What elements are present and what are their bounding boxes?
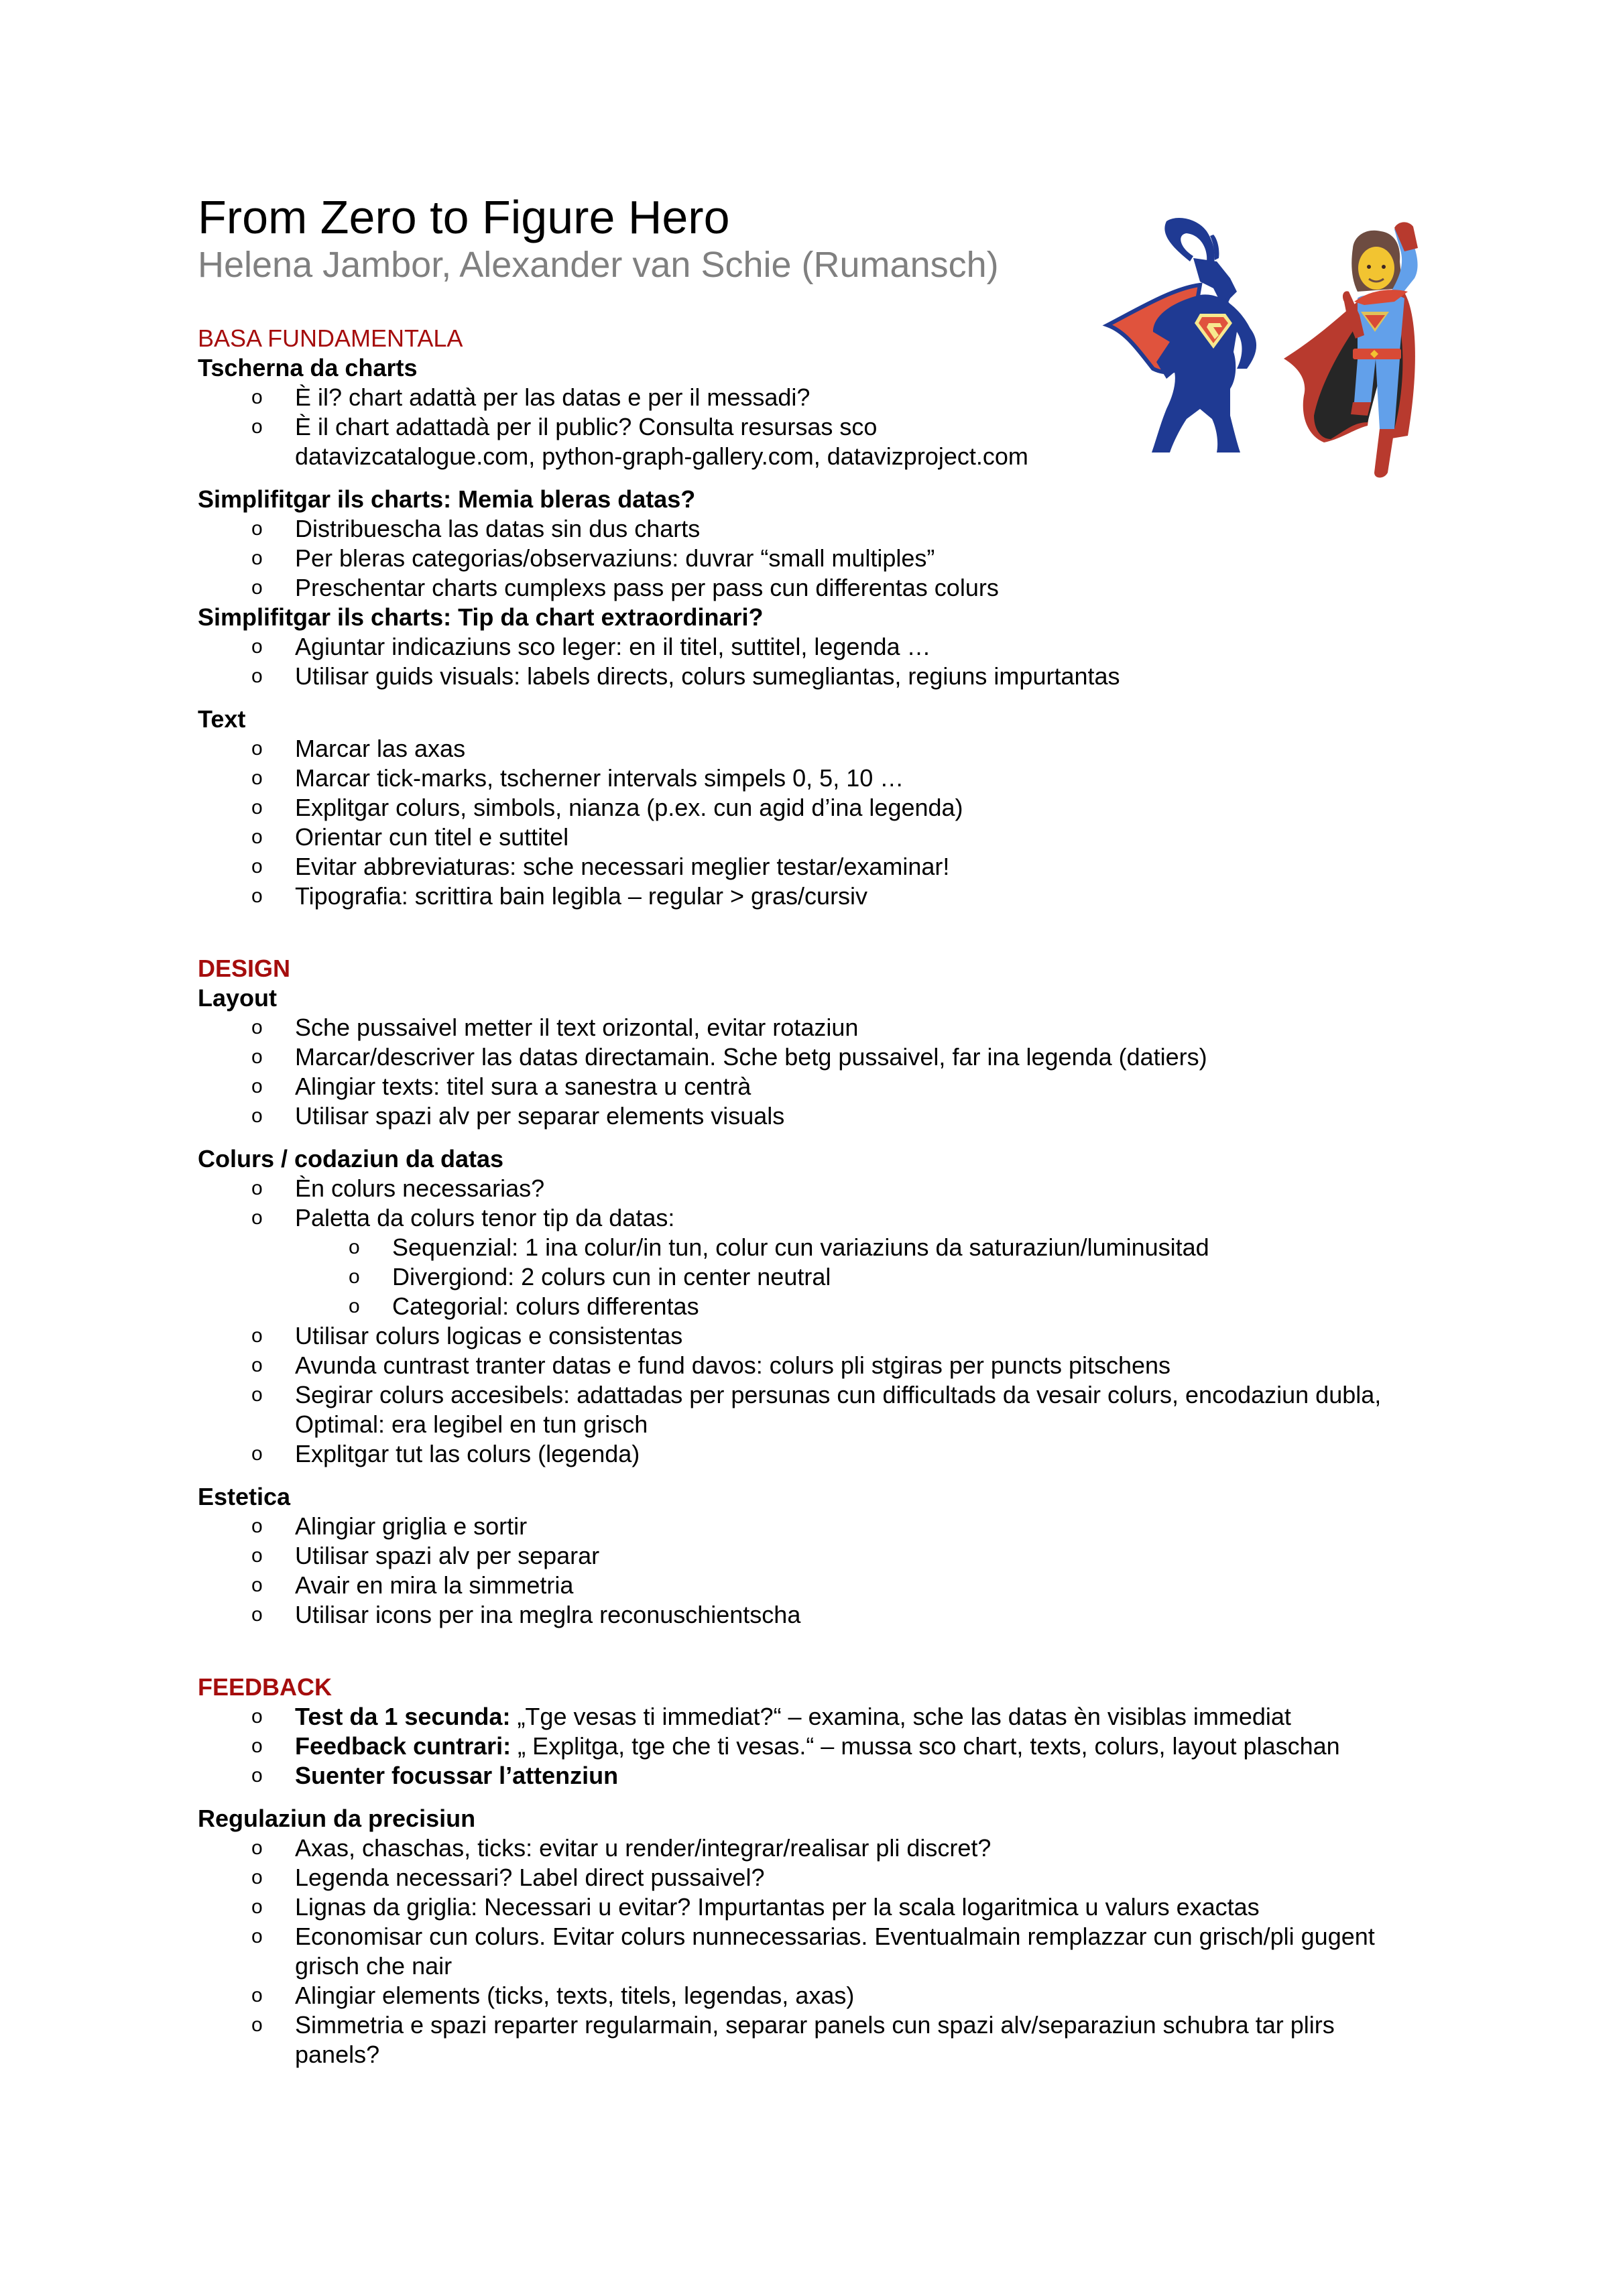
bullet-icon: o [349, 1236, 360, 1258]
bullet-icon: o [251, 2014, 263, 2036]
list-item: o È il? chart adattà per las datas e per il messadi? [251, 383, 810, 411]
subheading-tscherna: Tscherna da charts [198, 354, 418, 381]
list-colurs-continued [198, 1321, 1471, 1469]
bullet-icon: o [349, 1295, 360, 1317]
list-item: o Èn colurs necessarias? [251, 1174, 545, 1202]
bullet-icon: o [251, 1925, 263, 1947]
bullet-icon: o [251, 577, 263, 599]
bullet-icon: o [349, 1266, 360, 1288]
bullet-icon: o [251, 1866, 263, 1888]
list-item: o Marcar/descriver las datas directamain. Sche betg pussaivel, far ina legenda (datiers) [251, 1043, 1207, 1071]
list-item: o Marcar tick-marks, tscherner intervals simpels 0, 5, 10 … [251, 764, 904, 792]
bullet-icon: o [251, 547, 263, 569]
list-item: o Alingiar texts: titel sura a sanestra u centrà [251, 1073, 752, 1100]
list-item: o Sche pussaivel metter il text orizontal, evitar rotaziun [251, 1014, 859, 1041]
subheading-layout: Layout [198, 984, 278, 1012]
bullet-icon: o [251, 1177, 263, 1199]
list-memia-datas [198, 514, 1471, 603]
list-item: o Utilisar icons per ina meglra reconuschientscha [251, 1601, 801, 1628]
subheading-tip-chart: Simplifitgar ils charts: Tip da chart extraordinari? [198, 603, 764, 631]
bullet-icon: o [251, 885, 263, 907]
bullet-icon: o [251, 1384, 263, 1406]
bullet-icon: o [251, 665, 263, 687]
list-item: o Economisar cun colurs. Evitar colurs nunnecessarias. Eventualmain remplazzar cun grisch/pli gugent grisch che nair [251, 1923, 1375, 1980]
section-title-feedback: FEEDBACK [198, 1673, 333, 1701]
superhero-illustrations-svg [1099, 208, 1528, 503]
list-item: o Utilisar spazi alv per separar elements visuals [251, 1102, 785, 1130]
list-item: o Marcar las axas [251, 735, 466, 762]
list-item-nested: o Categorial: colurs differentas [349, 1292, 699, 1320]
subheading-estetica: Estetica [198, 1483, 291, 1510]
bullet-icon: o [251, 1075, 263, 1097]
bullet-icon: o [251, 855, 263, 878]
bullet-icon: o [251, 1604, 263, 1626]
list-layout [198, 1013, 1471, 1131]
bullet-icon: o [251, 1545, 263, 1567]
list-item: o Avair en mira la simmetria [251, 1571, 574, 1599]
subheading-colurs: Colurs / codaziun da datas [198, 1145, 504, 1172]
bullet-icon: o [251, 1574, 263, 1596]
list-item: o Utilisar spazi alv per separar [251, 1542, 600, 1569]
bullet-icon: o [251, 1705, 263, 1728]
list-item: o Per bleras categorias/observaziuns: duvrar “small multiples” [251, 544, 935, 572]
bullet-icon: o [251, 1735, 263, 1757]
list-colurs [198, 1174, 1471, 1233]
bullet-icon: o [251, 1896, 263, 1918]
bullet-icon: o [251, 737, 263, 760]
bullet-icon: o [251, 767, 263, 789]
subheading-memia-datas: Simplifitgar ils charts: Memia bleras datas? [198, 485, 696, 513]
bullet-icon: o [251, 518, 263, 540]
bullet-icon: o [251, 1443, 263, 1465]
woman-superhero-icon [1284, 222, 1418, 477]
bullet-icon: o [251, 1837, 263, 1859]
section-title-design: DESIGN [198, 955, 291, 982]
list-item: o Evitar abbreviaturas: sche necessari meglier testar/examinar! [251, 853, 950, 880]
list-item: o Utilisar guids visuals: labels directs, colurs sumegliantas, regiuns impurtantas [251, 662, 1120, 690]
list-item: o Suenter focussar l’attenziun [251, 1762, 619, 1789]
bullet-icon: o [251, 1207, 263, 1229]
list-precisiun [198, 1833, 1471, 2069]
bullet-icon: o [251, 1105, 263, 1127]
list-item: o Segirar colurs accesibels: adattadas per persunas cun difficultads da vesair colurs, encodaziun dubla, Optimal: era legibel en tun grisch [251, 1381, 1382, 1438]
list-item-nested: o Sequenzial: 1 ina colur/in tun, colur cun variaziuns da saturaziun/luminusitad [349, 1233, 1209, 1261]
bullet-icon: o [251, 1984, 263, 2006]
list-item: o Alingiar elements (ticks, texts, titels, legendas, axas) [251, 1982, 855, 2009]
document-title: From Zero to Figure Hero [198, 191, 730, 243]
list-text [198, 734, 1471, 911]
list-item: o Utilisar colurs logicas e consistentas [251, 1322, 683, 1349]
bullet-icon: o [251, 416, 263, 438]
list-item: o È il chart adattadà per il public? Consulta resursas sco datavizcatalogue.com, python-graph-gallery.com, datavizproject.com [251, 413, 1028, 470]
list-item-nested: o Divergiond: 2 colurs cun in center neutral [349, 1263, 831, 1290]
superhero-illustrations [1099, 208, 1528, 503]
list-item: o Legenda necessari? Label direct pussaivel? [251, 1864, 765, 1891]
bullet-icon: o [251, 1325, 263, 1347]
subheading-text: Text [198, 705, 246, 733]
list-item: o Axas, chaschas, ticks: evitar u render/integrar/realisar pli discret? [251, 1834, 991, 1862]
list-item: o Distribuescha las datas sin dus charts [251, 515, 701, 542]
bullet-icon: o [251, 636, 263, 658]
list-item: o Simmetria e spazi reparter regularmain, separar panels cun spazi alv/separaziun schubra tar plirs panels? [251, 2011, 1335, 2068]
list-colurs-palette-types [198, 1233, 1471, 1321]
list-item: o Preschentar charts cumplexs pass per pass cun differentas colurs [251, 574, 999, 601]
section-title-basa: BASA FUNDAMENTALA [198, 324, 463, 352]
goat-superhero-icon [1107, 218, 1256, 452]
list-item: o Orientar cun titel e suttitel [251, 823, 569, 851]
bullet-icon: o [251, 386, 263, 408]
bullet-icon: o [251, 826, 263, 848]
list-item: o Avunda cuntrast tranter datas e fund davos: colurs pli stgiras per puncts pitschens [251, 1351, 1171, 1379]
list-item: o Alingiar griglia e sortir [251, 1512, 528, 1540]
list-item: o Paletta da colurs tenor tip da datas: [251, 1204, 675, 1231]
list-item: o Explitgar tut las colurs (legenda) [251, 1440, 640, 1467]
list-item: o Agiuntar indicaziuns sco leger: en il titel, suttitel, legenda … [251, 633, 931, 660]
list-tip-chart [198, 632, 1471, 691]
list-feedback [198, 1702, 1471, 1791]
list-item: o Tipografia: scrittira bain legibla – regular > gras/cursiv [251, 882, 868, 910]
subheading-precisiun: Regulaziun da precisiun [198, 1805, 476, 1832]
document-authors: Helena Jambor, Alexander van Schie (Rumansch) [198, 245, 999, 285]
section-feedback [198, 1673, 1471, 2069]
list-item: o Lignas da griglia: Necessari u evitar? Impurtantas per la scala logaritmica u valurs exactas [251, 1893, 1260, 1921]
list-estetica [198, 1512, 1471, 1630]
bullet-icon: o [251, 1764, 263, 1787]
section-design [198, 954, 1471, 1630]
bullet-icon: o [251, 1515, 263, 1537]
list-item: o Test da 1 secunda: „Tge vesas ti immediat?“ – examina, sche las datas èn visiblas immediat [251, 1703, 1291, 1730]
bullet-icon: o [251, 1046, 263, 1068]
bullet-icon: o [251, 1016, 263, 1038]
list-item: o Feedback cuntrari: „ Explitga, tge che ti vesas.“ – mussa sco chart, texts, colurs, layout plaschan [251, 1732, 1340, 1760]
list-item: o Explitgar colurs, simbols, nianza (p.ex. cun agid d’ina legenda) [251, 794, 963, 821]
bullet-icon: o [251, 796, 263, 819]
bullet-icon: o [251, 1354, 263, 1376]
